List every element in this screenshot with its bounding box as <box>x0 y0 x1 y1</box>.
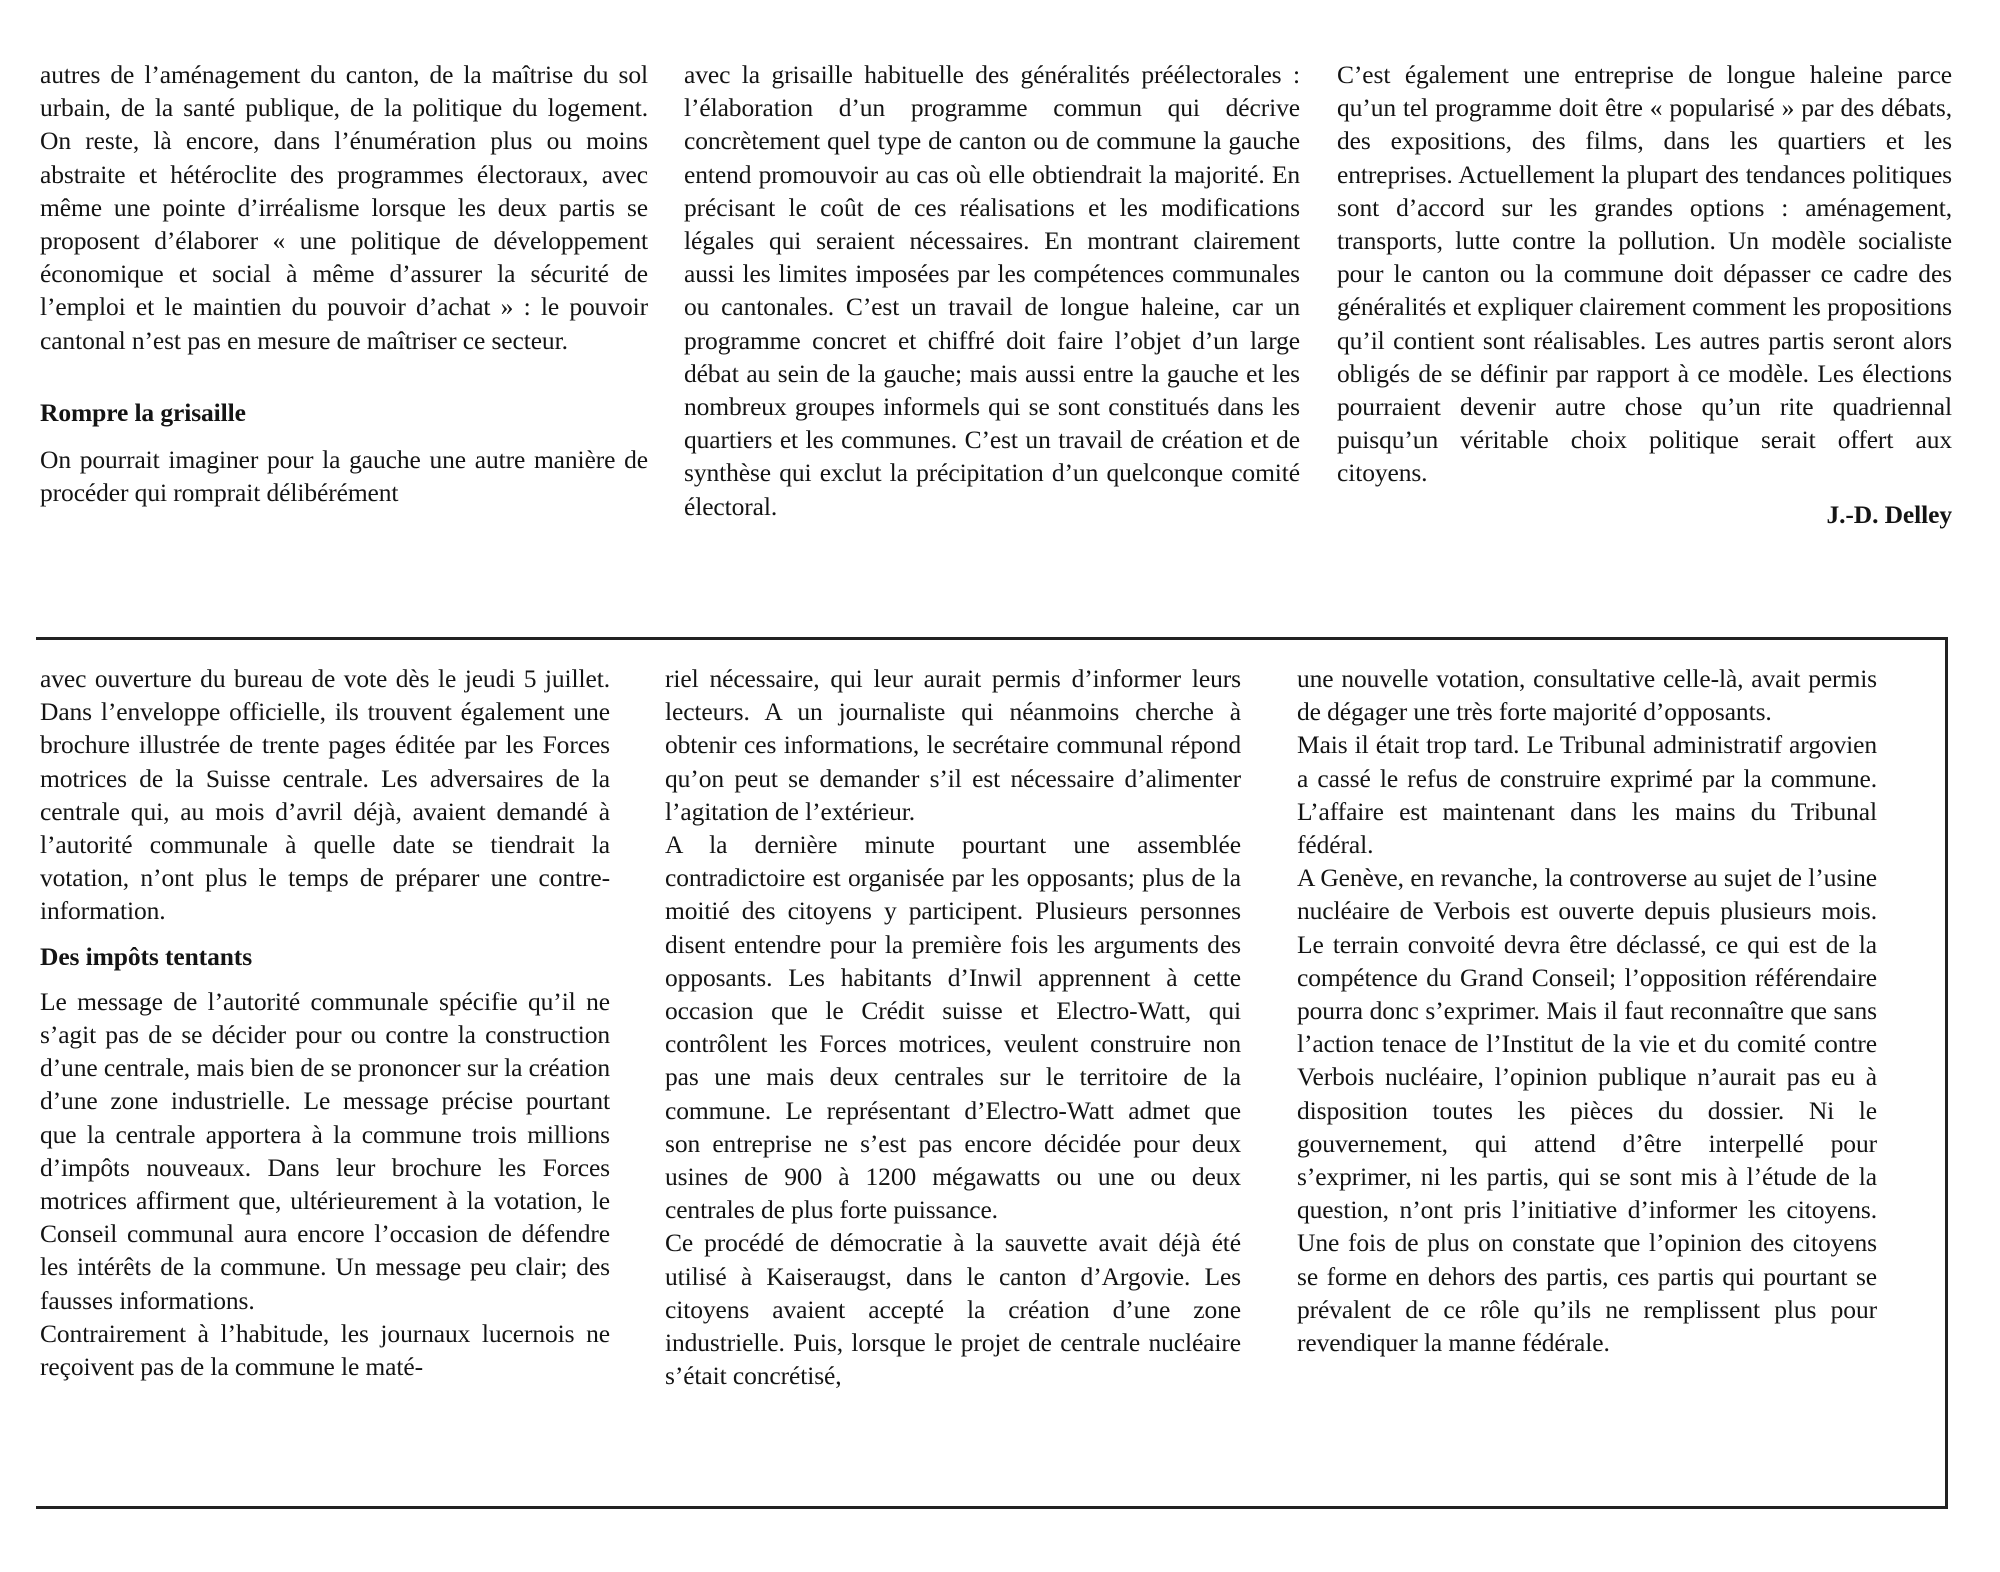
boxed-article-column-3 <box>1297 662 1877 1359</box>
paragraph: riel nécessaire, qui leur aurait permis d’informer leurs lecteurs. A un journaliste qui néanmoins cherche à obtenir ces informations, le secrétaire communal répond qu’on peut se demander s’il est nécessaire d’alimenter l’agitation de l’extérieur. <box>665 664 1241 826</box>
paragraph: A Genève, en revanche, la controverse au sujet de l’usine nucléaire de Verbois est ouverte depuis plusieurs mois. Le terrain convoité devra être déclassé, ce qui est de la compétence du Grand Conseil; l’opposition référendaire pourra donc s’exprimer. Mais il faut reconnaître que sans l’action tenace de l’Institut de la vie et du comité contre Verbois nucléaire, l’opinion publique n’aurait pas eu à disposition toutes les pièces du dossier. Ni le gouvernement, qui attend d’être interpellé pour s’exprimer, ni les partis, qui se sont mis à l’étude de la question, n’ont pris l’initiative d’informer les citoyens. Une fois de plus on constate que l’opinion des citoyens se forme en dehors des partis, ces partis qui pourtant se prévalent de ce rôle qu’ils ne remplissent plus pour revendiquer la manne fédérale. <box>1297 863 1877 1358</box>
top-article-column-1 <box>40 58 648 509</box>
paragraph: avec ouverture du bureau de vote dès le jeudi 5 juillet. Dans l’enveloppe officielle, ils trouvent également une brochure illustrée de trente pages éditée par les Forces motrices de la Suisse centrale. Les adversaires de la centrale qui, au mois d’avril déjà, avaient demandé à l’autorité communale à quelle date se tiendrait la votation, n’ont plus le temps de préparer une contre-information. <box>40 664 610 926</box>
paragraph: C’est également une entreprise de longue haleine parce qu’un tel programme doit être « popularisé » par des débats, des expositions, des films, dans les quartiers et les entreprises. Actuellement la plupart des tendances politiques sont d’accord sur les grandes options : aménagement, transports, lutte contre la pollution. Un modèle socialiste pour le canton ou la commune doit dépasser ce cadre des généralités et expliquer clairement comment les propositions qu’il contient sont réalisables. Les autres partis seront alors obligés de se définir par rapport à ce modèle. Les élections pourraient devenir autre chose qu’un rite quadriennal puisqu’un véritable choix politique serait offert aux citoyens. <box>1337 60 1952 488</box>
paragraph: autres de l’aménagement du canton, de la maîtrise du sol urbain, de la santé publique, de la politique du logement. On reste, là encore, dans l’énumération plus ou moins abstraite et hétéroclite des programmes électoraux, avec même une pointe d’irréalisme lorsque les deux partis se proposent d’élaborer « une politique de développement économique et social à même d’assurer la sécurité de l’emploi et le maintien du pouvoir d’achat » : le pouvoir cantonal n’est pas en mesure de maîtriser ce secteur. <box>40 60 648 355</box>
section-heading: Des impôts tentants <box>40 941 253 971</box>
section-heading: Rompre la grisaille <box>40 397 246 427</box>
paragraph: Contrairement à l’habitude, les journaux lucernois ne reçoivent pas de la commune le maté- <box>40 1318 610 1382</box>
paragraph: avec la grisaille habituelle des généralités préélectorales : l’élaboration d’un programme commun qui décrive concrètement quel type de canton ou de commune la gauche entend promouvoir au cas où elle obtiendrait la majorité. En précisant le coût de ces réalisations et les modifications légales qui seraient nécessaires. En montrant clairement aussi les limites imposées par les compétences communales ou cantonales. C’est un travail de longue haleine, car un programme concret et chiffré doit faire l’objet d’un large débat au sein de la gauche; mais aussi entre la gauche et les nombreux groupes informels qui se sont constitués dans les quartiers et les communes. C’est un travail de création et de synthèse qui exclut la précipitation d’un quelconque comité électoral. <box>684 60 1300 521</box>
paragraph: une nouvelle votation, consultative celle-là, avait permis de dégager une très forte majorité d’opposants. <box>1297 664 1877 727</box>
paragraph: On pourrait imaginer pour la gauche une autre manière de procéder qui romprait délibérément <box>40 445 648 508</box>
paragraph: A la dernière minute pourtant une assemblée contradictoire est organisée par les opposants; plus de la moitié des citoyens y participent. Plusieurs personnes disent entendre pour la première fois les arguments des opposants. Les habitants d’Inwil apprennent à cette occasion que le Crédit suisse et Electro-Watt, qui contrôlent les Forces motrices, veulent construire non pas une mais deux centrales sur le territoire de la commune. Le représentant d’Electro-Watt admet que son entreprise ne s’est pas encore décidée pour deux usines de 900 à 1200 mégawatts ou une ou deux centrales de plus forte puissance. <box>665 830 1241 1225</box>
top-article-column-3 <box>1337 58 1952 531</box>
top-article-column-2 <box>684 58 1300 523</box>
paragraph: Le message de l’autorité communale spécifie qu’il ne s’agit pas de se décider pour ou contre la construction d’une centrale, mais bien de se prononcer sur la création d’une zone industrielle. Le message précise pourtant que la centrale apportera à la commune trois millions d’impôts nouveaux. Dans leur brochure les Forces motrices affirment que, ultérieurement à la votation, le Conseil communal aura encore l’occasion de défendre les intérêts de la commune. Un message peu clair; des fausses informations. <box>40 986 610 1315</box>
boxed-article-column-2 <box>665 662 1241 1392</box>
paragraph: Ce procédé de démocratie à la sauvette avait déjà été utilisé à Kaiseraugst, dans le canton d’Argovie. Les citoyens avaient accepté la création d’une zone industrielle. Puis, lorsque le projet de centrale nucléaire s’était concrétisé, <box>665 1228 1241 1391</box>
author-signature: J.-D. Delley <box>1826 499 1952 529</box>
paragraph: Mais il était trop tard. Le Tribunal administratif argovien a cassé le refus de construire exprimé par la commune. L’affaire est maintenant dans les mains du Tribunal fédéral. <box>1297 730 1877 860</box>
boxed-article-column-1 <box>40 662 610 1383</box>
